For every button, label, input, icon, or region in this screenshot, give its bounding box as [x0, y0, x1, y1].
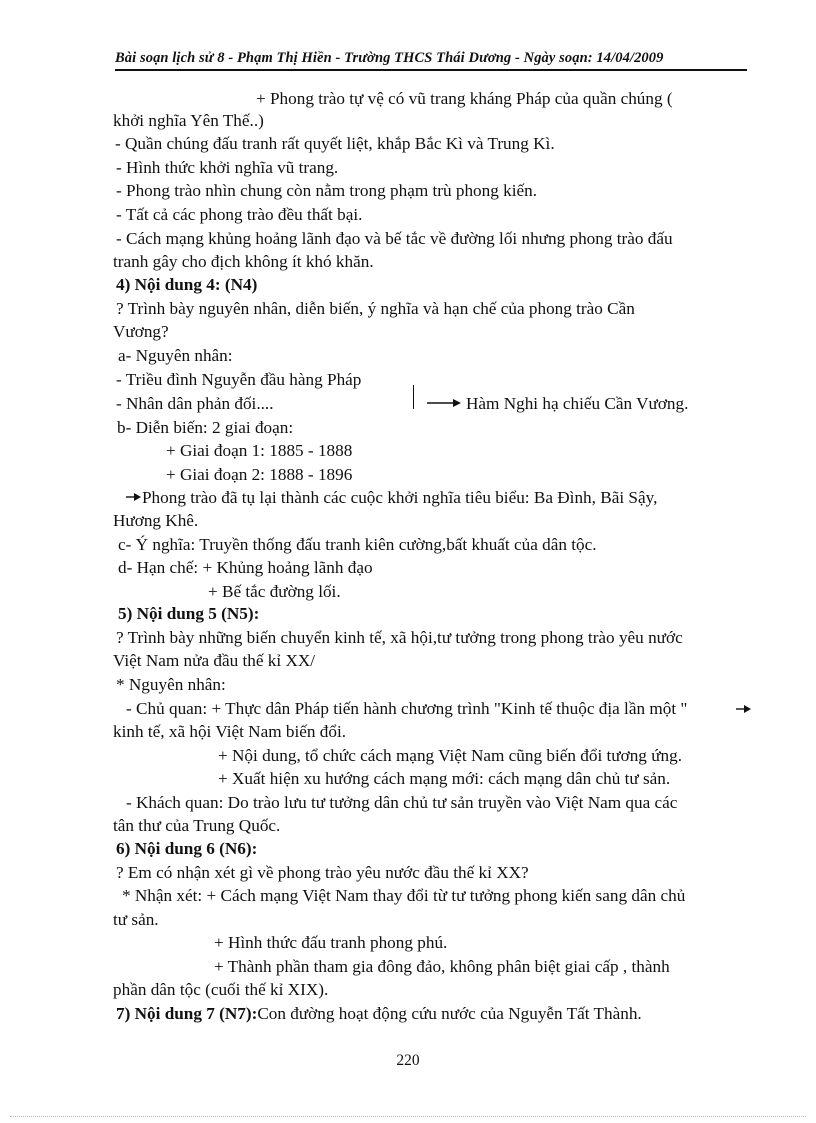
text-line: + Thành phần tham gia đông đảo, không phân biệt giai cấp , thành: [214, 957, 670, 976]
text-line: tranh gây cho địch không ít khó khăn.: [113, 252, 374, 271]
text-line: + Phong trào tự vệ có vũ trang kháng Pháp của quần chúng (: [256, 89, 673, 108]
section-heading-line: [116, 1003, 642, 1025]
text-line: phần dân tộc (cuối thế kỉ XIX).: [113, 980, 329, 999]
text-line: - Phong trào nhìn chung còn nằm trong phạm trù phong kiến.: [116, 181, 538, 200]
text-line: - Nhân dân phản đối....: [116, 394, 274, 413]
text-line: - Quần chúng đấu tranh rất quyết liệt, khắp Bắc Kì và Trung Kì.: [115, 134, 555, 153]
text-line: c- Ý nghĩa: Truyền thống đấu tranh kiên cường,bất khuất của dân tộc.: [118, 535, 597, 554]
text-line: - Cách mạng khủng hoảng lãnh đạo và bế tắc về đường lối nhưng phong trào đấu: [116, 229, 673, 248]
text-line: a- Nguyên nhân:: [118, 346, 233, 365]
text-line: kinh tế, xã hội Việt Nam biến đổi.: [113, 722, 347, 741]
text-line: Vương?: [113, 322, 169, 341]
page-header: Bài soạn lịch sử 8 - Phạm Thị Hiền - Trường THCS Thái Dương - Ngày soạn: 14/04/2009: [115, 50, 664, 66]
text-line: + Giai đoạn 1: 1885 - 1888: [166, 441, 353, 460]
text-line: * Nhận xét: + Cách mạng Việt Nam thay đổi từ tư tưởng phong kiến sang dân chủ: [122, 886, 686, 905]
text-line: + Nội dung, tổ chức cách mạng Việt Nam cũng biến đổi tương ứng.: [218, 746, 682, 765]
text-line: - Hình thức khởi nghĩa vũ trang.: [116, 158, 339, 177]
text-line: Việt Nam nửa đầu thế kỉ XX/: [113, 651, 316, 670]
section-heading: 4) Nội dung 4: (N4): [116, 275, 258, 294]
text-line: tư sản.: [113, 910, 159, 929]
text-line: - Tất cả các phong trào đều thất bại.: [116, 205, 363, 224]
header-rule: [115, 69, 747, 71]
text-line: * Nguyên nhân:: [116, 675, 226, 694]
page-border: [10, 1116, 806, 1117]
section-heading: 6) Nội dung 6 (N6):: [116, 839, 258, 858]
text-line: - Chủ quan: + Thực dân Pháp tiến hành chương trình "Kinh tế thuộc địa lần một ": [126, 699, 688, 718]
text-line: ? Em có nhận xét gì về phong trào yêu nước đầu thế kỉ XX?: [116, 863, 529, 882]
text-line: Hương Khê.: [113, 511, 199, 530]
text-line: khởi nghĩa Yên Thế..): [113, 111, 264, 130]
text-line: + Hình thức đấu tranh phong phú.: [214, 933, 448, 952]
text-line: Hàm Nghi hạ chiếu Cần Vương.: [466, 394, 689, 413]
text-line: ? Trình bày những biến chuyển kinh tế, xã hội,tư tưởng trong phong trào yêu nước: [116, 628, 683, 647]
text-line: - Triều đình Nguyễn đầu hàng Pháp: [116, 370, 362, 389]
text-line: - Khách quan: Do trào lưu tư tưởng dân chủ tư sản truyền vào Việt Nam qua các: [126, 793, 678, 812]
section-heading: 5) Nội dung 5 (N5):: [118, 604, 260, 623]
text-line: b- Diễn biến: 2 giai đoạn:: [117, 418, 294, 437]
text-line: d- Hạn chế: + Khủng hoảng lãnh đạo: [118, 558, 373, 577]
text-line: + Xuất hiện xu hướng cách mạng mới: cách mạng dân chủ tư sản.: [218, 769, 671, 788]
text-line: Con đường hoạt động cứu nước của Nguyễn Tất Thành.: [257, 1004, 642, 1023]
arrow-right-icon: [126, 492, 142, 502]
arrow-right-icon: [736, 704, 752, 714]
bracket-line: [413, 385, 414, 409]
section-heading: 7) Nội dung 7 (N7):: [116, 1004, 258, 1023]
page-number: 220: [396, 1052, 420, 1069]
text-line: Phong trào đã tụ lại thành các cuộc khởi nghĩa tiêu biểu: Ba Đình, Bãi Sậy,: [142, 488, 658, 507]
text-line: + Giai đoạn 2: 1888 - 1896: [166, 465, 353, 484]
text-line: ? Trình bày nguyên nhân, diễn biến, ý nghĩa và hạn chế của phong trào Cần: [116, 299, 635, 318]
text-line: + Bế tắc đường lối.: [208, 582, 341, 601]
text-line: tân thư của Trung Quốc.: [113, 816, 281, 835]
arrow-right-icon: [427, 398, 461, 408]
